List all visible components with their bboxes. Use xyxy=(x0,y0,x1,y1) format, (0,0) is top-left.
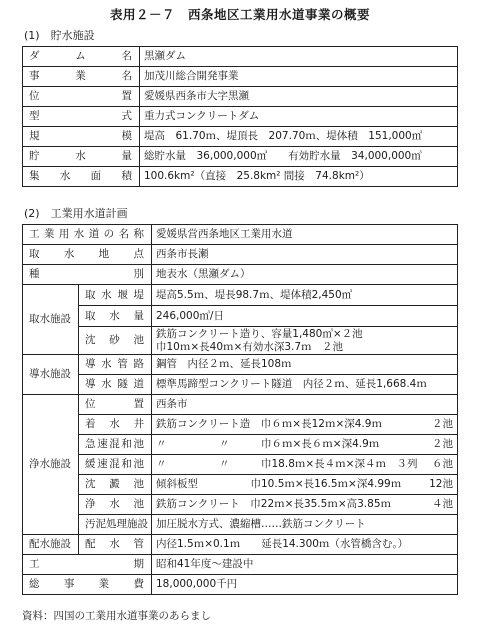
row-label: 総事業費 xyxy=(23,575,152,595)
table-row xyxy=(23,415,458,435)
table-row xyxy=(23,167,458,187)
row-value: 18,000,000千円 xyxy=(152,575,458,595)
row-label: 集水面積 xyxy=(23,167,140,187)
row-value xyxy=(152,327,458,355)
row-label: 導水管路 xyxy=(79,355,152,375)
table-row xyxy=(23,127,458,147)
table-row xyxy=(23,575,458,595)
row-label: 貯水量 xyxy=(23,147,140,167)
count: ４池 xyxy=(432,498,453,511)
count: ６池 xyxy=(432,458,453,471)
row-value: 西条市 xyxy=(152,395,458,415)
spec: 〃 〃 巾６ｍ×長６ｍ×深4.9ｍ xyxy=(156,438,380,451)
group-label-purify: 浄水施設 xyxy=(23,395,79,535)
group-label-conduit: 導水施設 xyxy=(23,355,79,395)
row-value: 内径1.5ｍ×0.1ｍ 延長14.300ｍ（水管橋含む。） xyxy=(152,535,458,555)
row-value: 加茂川総合開発事業 xyxy=(140,67,458,87)
row-value xyxy=(152,435,458,455)
row-value: 愛媛県営西条地区工業用水道 xyxy=(152,225,458,245)
row-label: 取水堰堤 xyxy=(79,285,152,306)
table-row xyxy=(23,555,458,575)
table-row xyxy=(23,225,458,245)
row-label: 沈澱池 xyxy=(79,475,152,495)
row-label: 種別 xyxy=(23,265,152,285)
table-row xyxy=(23,535,458,555)
table-row xyxy=(23,375,458,395)
table-row xyxy=(23,515,458,535)
section-1-label: (1) 貯水施設 xyxy=(24,29,95,42)
settle-line-2: 巾10ｍ×長40ｍ×有効水深3.7ｍ ２池 xyxy=(156,340,344,353)
row-value: 加圧脱水方式、濃縮槽……鉄筋コンクリート xyxy=(152,515,458,535)
row-label: 取水地点 xyxy=(23,245,152,265)
reservoir-table xyxy=(22,46,458,187)
table-row xyxy=(23,67,458,87)
row-label: 型式 xyxy=(23,107,140,127)
row-label: 浄水池 xyxy=(79,495,152,515)
row-label: 急速混和池 xyxy=(79,435,152,455)
row-value xyxy=(152,415,458,435)
group-label-intake: 取水施設 xyxy=(23,285,79,355)
row-value: 昭和41年度～建設中 xyxy=(152,555,458,575)
table-row xyxy=(23,107,458,127)
table-row xyxy=(23,455,458,475)
row-label: 着水井 xyxy=(79,415,152,435)
table-row xyxy=(23,495,458,515)
row-label: 工業用水道の名称 xyxy=(23,225,152,245)
row-label: 汚泥処理施設 xyxy=(79,515,152,535)
row-value: 黒瀬ダム xyxy=(140,47,458,67)
row-label: 緩速混和池 xyxy=(79,455,152,475)
row-label: 沈砂池 xyxy=(79,327,152,355)
table-title: 表用２－７ 西条地区工業用水道事業の概要 xyxy=(109,7,370,22)
row-value xyxy=(152,455,458,475)
row-value: 堤高5.5ｍ、堤長98.7ｍ、堤体積2,450㎥ xyxy=(152,285,458,306)
table-row xyxy=(23,395,458,415)
row-value: 100.6km²（直接 25.8km² 間接 74.8km²） xyxy=(140,167,458,187)
table-row xyxy=(23,47,458,67)
spec: 鉄筋コンクリート造 巾６ｍ×長12ｍ×深4.9ｍ xyxy=(156,418,382,431)
table-row xyxy=(23,475,458,495)
row-label: ダム名 xyxy=(23,47,140,67)
table-row xyxy=(23,355,458,375)
row-label: 取水量 xyxy=(79,306,152,327)
count: ２池 xyxy=(432,418,453,431)
spec: 〃 〃 巾18.8ｍ×長４ｍ×深４ｍ ３列 xyxy=(156,458,418,471)
row-value: 総貯水量 36,000,000㎥ 有効貯水量 34,000,000㎥ xyxy=(140,147,458,167)
row-value xyxy=(152,475,458,495)
table-row xyxy=(23,306,458,327)
row-label: 工期 xyxy=(23,555,152,575)
row-label: 事業名 xyxy=(23,67,140,87)
section-2-label: (2) 工業用水道計画 xyxy=(24,207,128,220)
table-row xyxy=(23,87,458,107)
row-value: 鋼管 内径２ｍ、延長108ｍ xyxy=(152,355,458,375)
row-label: 配水管 xyxy=(79,535,152,555)
table-row xyxy=(23,265,458,285)
row-value: 246,000㎥/日 xyxy=(152,306,458,327)
source-note: 資料：四国の工業用水道事業のあらまし xyxy=(22,610,211,622)
count: ２池 xyxy=(432,438,453,451)
row-value: 堤高 61.70ｍ、堤頂長 207.70ｍ、堤体積 151,000㎥ xyxy=(140,127,458,147)
table-row xyxy=(23,285,458,306)
table-row xyxy=(23,147,458,167)
table-row xyxy=(23,435,458,455)
table-row xyxy=(23,245,458,265)
row-label: 導水隧道 xyxy=(79,375,152,395)
row-value: 地表水（黒瀬ダム） xyxy=(152,265,458,285)
count: 12池 xyxy=(429,478,453,491)
row-label: 位置 xyxy=(23,87,140,107)
group-label-distribution: 配水施設 xyxy=(23,535,79,555)
row-value: 重力式コンクリートダム xyxy=(140,107,458,127)
spec: 傾斜板型 巾10.5ｍ×長16.5ｍ×深4.99ｍ xyxy=(156,478,402,491)
row-label: 規模 xyxy=(23,127,140,147)
table-row xyxy=(23,327,458,355)
spec: 鉄筋コンクリート 巾22ｍ×長35.5ｍ×高3.85ｍ xyxy=(156,498,392,511)
row-label: 位置 xyxy=(79,395,152,415)
row-value: 西条市長瀬 xyxy=(152,245,458,265)
settle-line-1: 鉄筋コンクリート造り、容量1,480㎥×２池 xyxy=(156,327,363,340)
row-value xyxy=(152,495,458,515)
row-value: 標準馬蹄型コンクリート隧道 内径２ｍ、延長1,668.4ｍ xyxy=(152,375,458,395)
row-value: 愛媛県西条市大字黒瀬 xyxy=(140,87,458,107)
waterworks-plan-table xyxy=(22,224,458,595)
